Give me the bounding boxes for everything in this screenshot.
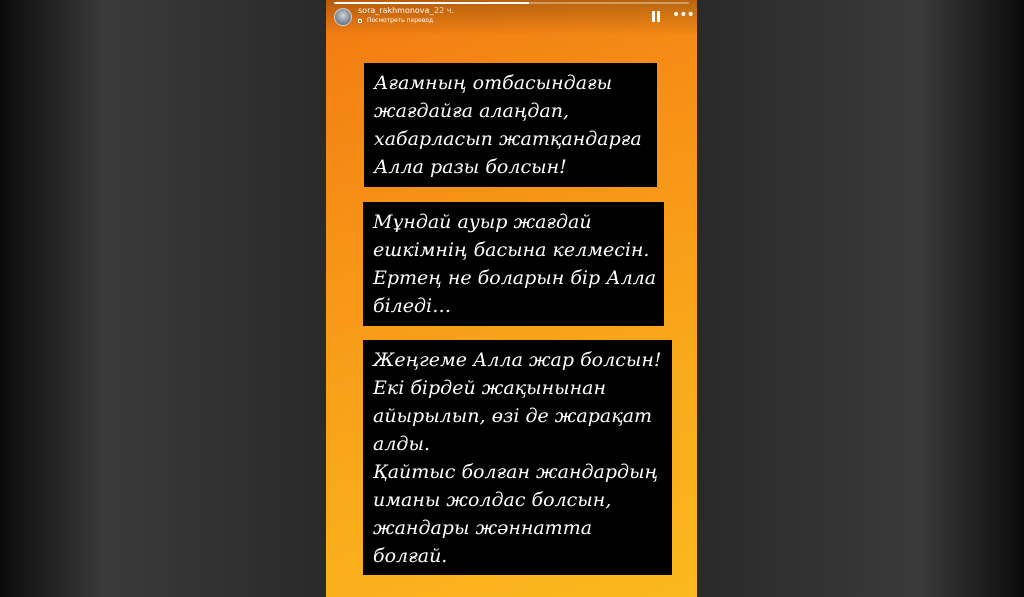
more-icon[interactable]: ••• — [672, 7, 694, 23]
text-box-1 — [364, 63, 657, 187]
text-line: алды. — [373, 433, 430, 455]
translate-icon — [358, 18, 364, 24]
avatar[interactable] — [334, 8, 352, 26]
instagram-story[interactable] — [326, 0, 697, 597]
text-line: айырылып, өзі де жарақат — [373, 405, 653, 427]
text-line: Қайтыс болған жандардың — [373, 461, 659, 483]
story-username[interactable]: sora_rakhmonova_ — [358, 6, 434, 15]
text-line: Ертең не боларын бір Алла — [373, 267, 657, 289]
text-box-3 — [363, 340, 672, 575]
text-line: Мұндай ауыр жағдай — [373, 211, 592, 233]
story-timestamp: 22 ч. — [434, 6, 454, 15]
text-line: жандары жәннатта — [373, 517, 593, 539]
text-line: болғай. — [373, 545, 448, 567]
translate-link[interactable] — [358, 17, 433, 24]
text-line: біледі… — [373, 295, 452, 317]
translate-label: Посмотреть перевод — [367, 17, 434, 24]
text-line: иманы жолдас болсын, — [373, 489, 612, 511]
text-line: жағдайға алаңдап, — [374, 100, 570, 122]
text-line: Ағамның отбасындағы — [374, 72, 613, 94]
story-progress-fill — [334, 2, 529, 4]
text-line: Жеңгеме Алла жар болсын! — [373, 349, 662, 371]
story-progress-bar — [334, 2, 689, 4]
story-header — [326, 0, 697, 36]
text-line: хабарласып жатқандарға — [374, 128, 642, 150]
text-line: Алла разы болсын! — [374, 156, 567, 178]
text-line: ешкімнің басына келмесін. — [373, 239, 650, 261]
text-box-2 — [363, 202, 664, 326]
text-line: Екі бірдей жақынынан — [373, 377, 606, 399]
pause-icon[interactable] — [651, 11, 661, 23]
